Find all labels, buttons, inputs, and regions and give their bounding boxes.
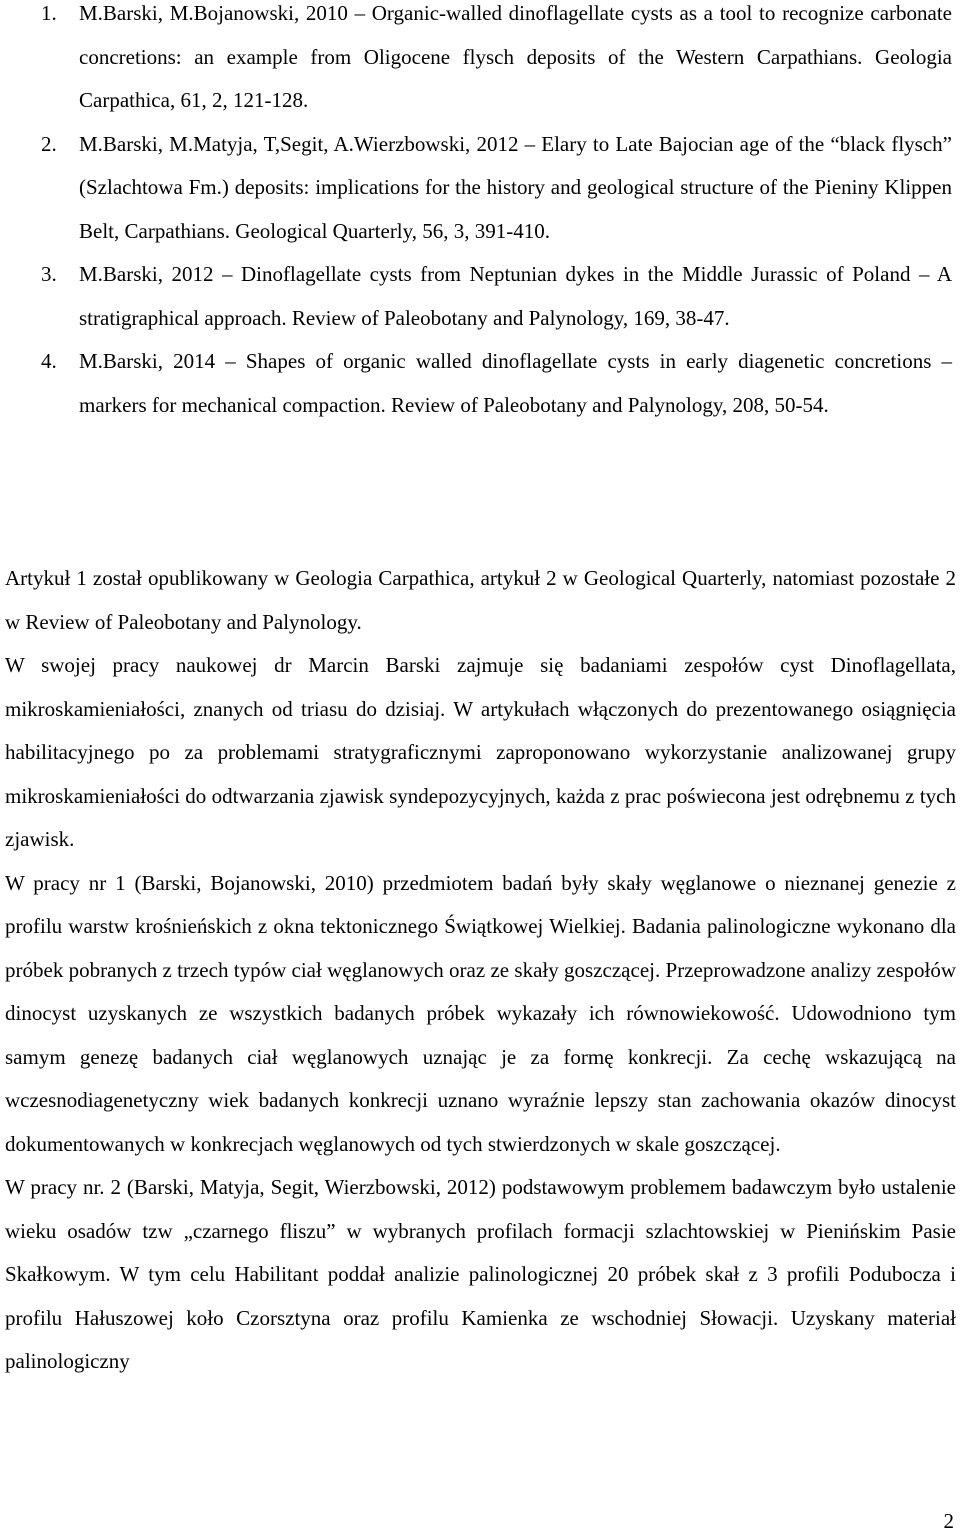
body-text xyxy=(5,557,956,1384)
reference-text: M.Barski, M.Bojanowski, 2010 – Organic-walled dinoflagellate cysts as a tool to recognize carbonate concretions: an example from Oligocene flysch deposits of the Western Carpathians. Geologia Carpathica, 61, 2, 121-128. xyxy=(79,1,952,112)
reference-number: 2. xyxy=(41,131,57,156)
paragraph-work-1: W pracy nr 1 (Barski, Bojanowski, 2010) przedmiotem badań były skały węglanowe o nieznanej genezie z profilu warstw krośnieńskich z okna tektonicznego Świątkowej Wielkiej. Badania palinologiczne wykonano dla próbek pobranych z trzech typów ciał węglanowych oraz ze skały goszczącej. Przeprowadzone analizy zespołów dinocyst uzyskanych ze wszystkich badanych próbek wykazały ich równowiekowość. Udowodniono tym samym genezę badanych ciał węglanowych uznając je za formę konkrecji. Za cechę wskazującą na wczesnodiagenetyczny wiek badanych konkrecji uznano wyraźnie lepszy stan zachowania okazów dinocyst dokumentowanych w konkrecjach węglanowych od tych stwierdzonych w skale goszczącej. xyxy=(5,870,956,1156)
paragraph-research-scope: W swojej pracy naukowej dr Marcin Barski zajmuje się badaniami zespołów cyst Dinoflagellata, mikroskamieniałości, znanych od triasu do dzisiaj. W artykułach włączonych do prezentowanego osiągnięcia habilitacyjnego po za problemami stratygraficznymi zaproponowano wykorzystanie analizowanej grupy mikroskamieniałości do odtwarzania zjawisk syndepozycyjnych, każda z prac poświecona jest odrębnemu z tych zjawisk. xyxy=(5,653,956,851)
reference-item xyxy=(0,123,956,254)
reference-item xyxy=(0,253,956,340)
page-number: 2 xyxy=(943,1509,954,1533)
reference-number: 3. xyxy=(41,262,57,286)
reference-text: M.Barski, 2012 – Dinoflagellate cysts from Neptunian dykes in the Middle Jurassic of Poland – A stratigraphical approach. Review of Paleobotany and Palynology, 169, 38-47. xyxy=(79,262,952,330)
paragraph-work-2: W pracy nr. 2 (Barski, Matyja, Segit, Wierzbowski, 2012) podstawowym problemem badawczym było ustalenie wieku osadów tzw „czarnego fliszu” w wybranych profilach formacji szlachtowskiej w Pienińskim Pasie Skałkowym. W tym celu Habilitant poddał analizie palinologicznej 20 próbek skał z 3 profili Podubocza i profilu Hałuszowej koło Czorsztyna oraz profilu Kamienka ze wschodniej Słowacji. Uzyskany materiał palinologiczny xyxy=(5,1175,956,1373)
reference-text: M.Barski, M.Matyja, T,Segit, A.Wierzbowski, 2012 – Elary to Late Bajocian age of the “black flysch” (Szlachtowa Fm.) deposits: implications for the history and geological structure of the Pieniny Klippen Belt, Carpathians. Geological Quarterly, 56, 3, 391-410. xyxy=(79,131,952,243)
reference-number: 4. xyxy=(41,349,57,373)
reference-item xyxy=(0,0,956,123)
reference-list xyxy=(0,0,956,427)
reference-text: M.Barski, 2014 – Shapes of organic walled dinoflagellate cysts in early diagenetic concretions – markers for mechanical compaction. Review of Paleobotany and Palynology, 208, 50-54. xyxy=(79,349,952,417)
paragraph-publication-summary: Artykuł 1 został opublikowany w Geologia Carpathica, artykuł 2 w Geological Quarterly, natomiast pozostałe 2 w Review of Paleobotany and Palynology. xyxy=(5,566,956,634)
reference-item xyxy=(0,340,956,427)
reference-number: 1. xyxy=(41,1,57,25)
